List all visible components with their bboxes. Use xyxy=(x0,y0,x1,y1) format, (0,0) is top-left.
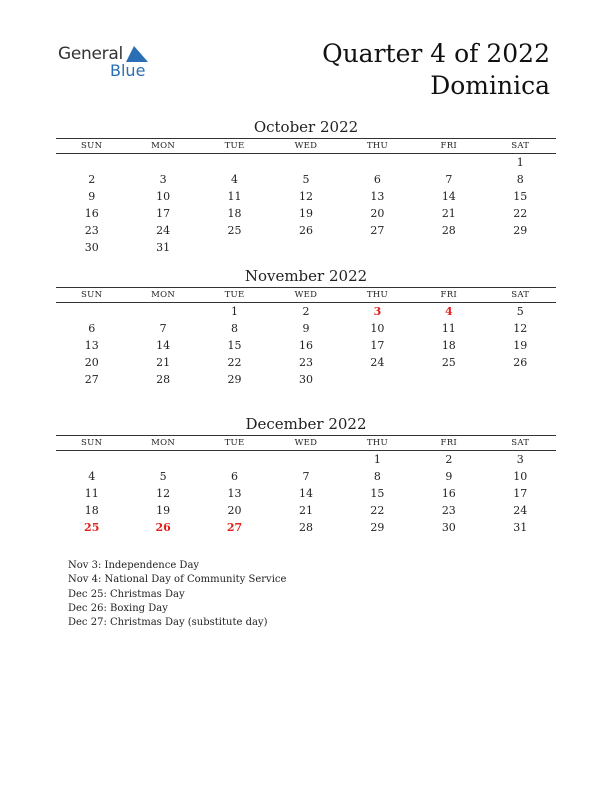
week-row xyxy=(56,338,556,354)
holiday-note: Dec 27: Christmas Day (substitute day) xyxy=(68,617,268,629)
holiday-day-cell: 27 xyxy=(226,521,243,534)
week-row xyxy=(56,172,556,188)
weekday-label: SUN xyxy=(81,438,103,448)
day-cell: 18 xyxy=(227,207,242,220)
month-title: November 2022 xyxy=(244,267,368,285)
day-cell: 19 xyxy=(298,207,313,220)
weekday-label: MON xyxy=(151,438,176,448)
week-row xyxy=(56,189,556,205)
logo-blue-text: Blue xyxy=(110,61,146,80)
day-cell: 3 xyxy=(159,173,167,186)
day-cell: 23 xyxy=(441,504,456,517)
week-row xyxy=(56,355,556,371)
weekday-label: SAT xyxy=(511,141,530,151)
day-cell xyxy=(127,452,198,468)
holiday-note: Nov 3: Independence Day xyxy=(68,560,200,571)
day-cell: 21 xyxy=(156,356,171,369)
weekday-label: MON xyxy=(151,141,176,151)
month-november xyxy=(56,266,556,388)
day-cell: 30 xyxy=(84,241,99,254)
month-october xyxy=(56,117,556,256)
day-cell: 29 xyxy=(370,521,385,534)
day-cell xyxy=(413,155,484,171)
day-cell: 2 xyxy=(445,453,453,466)
day-cell: 22 xyxy=(227,356,242,369)
weekday-label: SUN xyxy=(81,290,103,300)
day-cell: 11 xyxy=(441,322,456,335)
weekday-label: WED xyxy=(294,438,318,448)
holiday-note: Dec 25: Christmas Day xyxy=(68,588,185,600)
holiday-note: Dec 26: Boxing Day xyxy=(68,602,168,614)
day-cell: 28 xyxy=(156,373,171,386)
day-cell: 20 xyxy=(84,356,99,369)
day-cell: 14 xyxy=(298,487,313,500)
week-row xyxy=(56,304,556,320)
day-cell: 16 xyxy=(441,487,456,500)
day-cell: 22 xyxy=(370,504,385,517)
day-cell: 10 xyxy=(513,470,528,483)
day-cell: 12 xyxy=(298,190,313,203)
weekday-label: SAT xyxy=(511,290,530,300)
day-cell: 20 xyxy=(227,504,242,517)
week-row xyxy=(56,155,556,171)
day-cell: 31 xyxy=(156,241,171,254)
logo-triangle-icon xyxy=(126,46,148,62)
day-cell: 11 xyxy=(84,487,99,500)
day-cell: 28 xyxy=(441,224,456,237)
generalblue-logo xyxy=(58,44,158,80)
week-row xyxy=(56,520,556,536)
day-cell: 5 xyxy=(302,173,310,186)
day-cell: 4 xyxy=(231,173,239,186)
holiday-day-cell: 4 xyxy=(444,305,453,318)
day-cell: 11 xyxy=(227,190,242,203)
day-cell: 15 xyxy=(370,487,385,500)
weekday-label: MON xyxy=(151,290,176,300)
day-cell: 26 xyxy=(513,356,528,369)
weekday-label: THU xyxy=(366,290,388,300)
day-cell: 3 xyxy=(516,453,524,466)
day-cell xyxy=(342,372,413,388)
day-cell xyxy=(56,304,127,320)
day-cell xyxy=(485,240,556,256)
day-cell: 9 xyxy=(445,470,453,483)
day-cell: 23 xyxy=(84,224,99,237)
day-cell: 16 xyxy=(298,339,313,352)
week-row xyxy=(56,486,556,502)
day-cell: 21 xyxy=(441,207,456,220)
day-cell xyxy=(199,452,270,468)
day-cell: 15 xyxy=(227,339,242,352)
day-cell: 24 xyxy=(513,504,528,517)
day-cell: 23 xyxy=(298,356,313,369)
holiday-notes xyxy=(68,559,286,630)
holiday-day-cell: 25 xyxy=(84,521,100,534)
day-cell: 10 xyxy=(156,190,171,203)
day-cell: 14 xyxy=(156,339,171,352)
day-cell: 30 xyxy=(441,521,456,534)
month-title: October 2022 xyxy=(253,118,359,136)
day-cell: 1 xyxy=(231,305,239,318)
day-cell: 18 xyxy=(84,504,99,517)
weekday-header-row xyxy=(56,287,556,303)
day-cell: 29 xyxy=(513,224,528,237)
day-cell: 9 xyxy=(88,190,96,203)
day-cell: 8 xyxy=(373,470,381,483)
day-cell: 15 xyxy=(513,190,528,203)
page-title xyxy=(322,38,550,102)
holiday-note: Nov 4: National Day of Community Service xyxy=(68,574,287,586)
weekday-label: TUE xyxy=(224,141,245,151)
day-cell: 7 xyxy=(302,470,310,483)
weekday-label: FRI xyxy=(440,438,458,448)
weekday-label: WED xyxy=(294,290,318,300)
day-cell: 9 xyxy=(302,322,310,335)
day-cell: 2 xyxy=(88,173,96,186)
weekday-label: THU xyxy=(366,141,388,151)
weekday-label: FRI xyxy=(440,141,458,151)
weekday-label: TUE xyxy=(224,438,245,448)
day-cell: 5 xyxy=(516,305,524,318)
week-row xyxy=(56,223,556,239)
week-row xyxy=(56,321,556,337)
day-cell: 1 xyxy=(516,156,524,169)
day-cell xyxy=(127,155,198,171)
day-cell: 5 xyxy=(159,470,167,483)
logo-general-text: General xyxy=(58,44,123,64)
weekday-label: TUE xyxy=(224,290,245,300)
week-row xyxy=(56,469,556,485)
week-row xyxy=(56,452,556,468)
day-cell: 28 xyxy=(298,521,313,534)
day-cell: 6 xyxy=(231,470,239,483)
week-row xyxy=(56,240,556,256)
day-cell: 17 xyxy=(156,207,171,220)
day-cell: 22 xyxy=(513,207,528,220)
day-cell xyxy=(199,240,270,256)
day-cell xyxy=(485,372,556,388)
day-cell: 1 xyxy=(373,453,381,466)
day-cell xyxy=(56,155,127,171)
day-cell: 27 xyxy=(84,373,99,386)
day-cell xyxy=(413,372,484,388)
day-cell: 16 xyxy=(84,207,99,220)
weekday-header-row xyxy=(56,435,556,451)
day-cell xyxy=(270,155,341,171)
weekday-label: WED xyxy=(294,141,318,151)
day-cell: 25 xyxy=(441,356,456,369)
day-cell: 21 xyxy=(298,504,313,517)
day-cell: 18 xyxy=(441,339,456,352)
day-cell: 13 xyxy=(370,190,385,203)
day-cell: 20 xyxy=(370,207,385,220)
day-cell: 31 xyxy=(513,521,528,534)
day-cell: 12 xyxy=(513,322,528,335)
country-title: Dominica xyxy=(430,71,550,100)
day-cell: 19 xyxy=(156,504,171,517)
day-cell: 13 xyxy=(84,339,99,352)
weekday-label: SUN xyxy=(81,141,103,151)
day-cell xyxy=(342,240,413,256)
holiday-day-cell: 3 xyxy=(373,305,382,318)
day-cell xyxy=(270,240,341,256)
weekday-label: FRI xyxy=(440,290,458,300)
day-cell xyxy=(342,155,413,171)
day-cell: 8 xyxy=(516,173,524,186)
weekday-label: SAT xyxy=(511,438,530,448)
day-cell: 6 xyxy=(88,322,96,335)
day-cell: 29 xyxy=(227,373,242,386)
day-cell: 30 xyxy=(298,373,313,386)
quarter-title: Quarter 4 of 2022 xyxy=(322,39,550,68)
day-cell: 26 xyxy=(298,224,313,237)
day-cell: 12 xyxy=(156,487,171,500)
month-title: December 2022 xyxy=(245,415,367,433)
day-cell xyxy=(413,240,484,256)
day-cell: 14 xyxy=(441,190,456,203)
holiday-day-cell: 26 xyxy=(155,521,171,534)
day-cell: 13 xyxy=(227,487,242,500)
weekday-label: THU xyxy=(366,438,388,448)
day-cell: 4 xyxy=(88,470,96,483)
week-row xyxy=(56,503,556,519)
day-cell: 7 xyxy=(159,322,167,335)
day-cell: 17 xyxy=(370,339,385,352)
day-cell: 2 xyxy=(302,305,310,318)
day-cell: 25 xyxy=(227,224,242,237)
day-cell: 17 xyxy=(513,487,528,500)
day-cell: 6 xyxy=(373,173,381,186)
month-december xyxy=(56,414,556,536)
week-row xyxy=(56,372,556,388)
day-cell: 8 xyxy=(231,322,239,335)
day-cell xyxy=(270,452,341,468)
week-row xyxy=(56,206,556,222)
day-cell: 10 xyxy=(370,322,385,335)
day-cell: 27 xyxy=(370,224,385,237)
day-cell: 24 xyxy=(156,224,171,237)
day-cell: 24 xyxy=(370,356,385,369)
day-cell xyxy=(56,452,127,468)
day-cell xyxy=(199,155,270,171)
day-cell: 7 xyxy=(445,173,453,186)
weekday-header-row xyxy=(56,138,556,154)
day-cell xyxy=(127,304,198,320)
day-cell: 19 xyxy=(513,339,528,352)
